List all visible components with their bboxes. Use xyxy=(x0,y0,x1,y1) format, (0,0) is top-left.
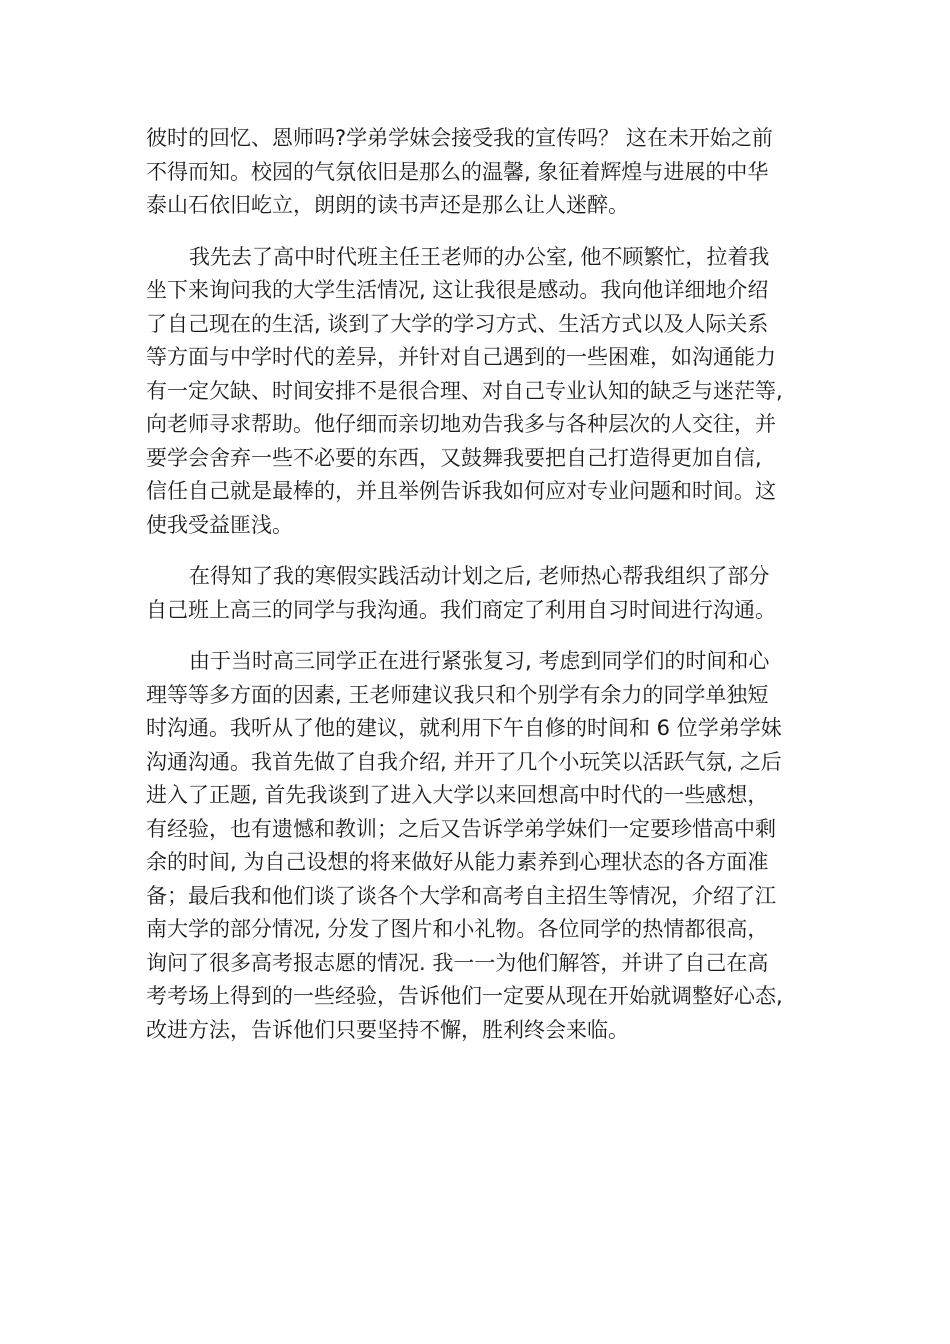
text-line: 南大学的部分情况, 分发了图片和小礼物。各位同学的热情都很高， xyxy=(146,917,769,941)
text-line: 坐下来询问我的大学生活情况, 这让我很是感动。我向他详细地介绍 xyxy=(146,278,769,302)
text-line: 由于当时高三同学正在进行紧张复习, 考虑到同学们的时间和心 xyxy=(189,649,770,673)
text-line: 向老师寻求帮助。他仔细而亲切地劝告我多与各种层次的人交往，并 xyxy=(146,412,776,436)
text-line: 不得而知。校园的气氛依旧是那么的温馨, 象征着辉煌与进展的中华 xyxy=(146,159,769,184)
text-line: 要学会舍弃一些不必要的东西，又鼓舞我要把自己打造得更加自信, xyxy=(146,445,762,470)
paragraph-gap xyxy=(146,542,810,560)
text-line: 沟通沟通。我首先做了自我介绍, 并开了几个小玩笑以活跃气氛, 之后 xyxy=(146,749,782,774)
text-line: 询问了很多高考报志愿的情况. 我一一为他们解答，并讲了自己在高 xyxy=(146,950,769,975)
text-line: 了自己现在的生活, 谈到了大学的学习方式、生活方式以及人际关系 xyxy=(146,311,769,336)
text-line: 我先去了高中时代班主任王老师的办公室, 他不顾繁忙，拉着我 xyxy=(189,244,770,269)
text-line: 余的时间, 为自己设想的将来做好从能力素养到心理状态的各方面准 xyxy=(146,850,769,874)
paragraph-2 xyxy=(146,241,810,543)
text-line: 自己班上高三的同学与我沟通。我们商定了利用自习时间进行沟通。 xyxy=(146,597,776,622)
text-line: 改进方法，告诉他们只要坚持不懈，胜利终会来临。 xyxy=(146,1017,629,1042)
text-line: 考考场上得到的一些经验，告诉他们一定要从现在开始就调整好心态, xyxy=(146,984,783,1008)
text-line: 备；最后我和他们谈了谈各个大学和高考自主招生等情况，介绍了江 xyxy=(146,883,776,908)
text-line: 等方面与中学时代的差异，并针对自己遇到的一些困难，如沟通能力 xyxy=(146,345,776,369)
text-line: 理等等多方面的因素, 王老师建议我只和个别学有余力的同学单独短 xyxy=(146,682,769,707)
text-line: 进入了正题, 首先我谈到了进入大学以来回想高中时代的一些感想， xyxy=(146,783,769,807)
paragraph-4 xyxy=(146,645,810,1047)
text-line: 泰山石依旧屹立，朗朗的读书声还是那么让人迷醉。 xyxy=(146,193,629,217)
text-line: 在得知了我的寒假实践活动计划之后, 老师热心帮我组织了部分 xyxy=(189,564,770,588)
text-line: 时沟通。我听从了他的建议，就利用下午自修的时间和 6 位学弟学妹 xyxy=(146,716,782,740)
document-body xyxy=(146,122,810,1047)
paragraph-1 xyxy=(146,122,810,223)
text-line: 有一定欠缺、时间安排不是很合理、对自己专业认知的缺乏与迷茫等, xyxy=(146,378,783,403)
paragraph-gap xyxy=(146,627,810,645)
text-line: 信任自己就是最棒的，并且举例告诉我如何应对专业问题和时间。这 xyxy=(146,479,776,503)
paragraph-3 xyxy=(146,560,810,627)
paragraph-gap xyxy=(146,223,810,241)
text-line: 使我受益匪浅。 xyxy=(146,512,293,537)
text-line: 有经验，也有遗憾和教训；之后又告诉学弟学妹们一定要珍惜高中剩 xyxy=(146,816,776,841)
text-line: 彼时的回忆、恩师吗?学弟学妹会接受我的宣传吗？ 这在未开始之前 xyxy=(146,126,773,150)
